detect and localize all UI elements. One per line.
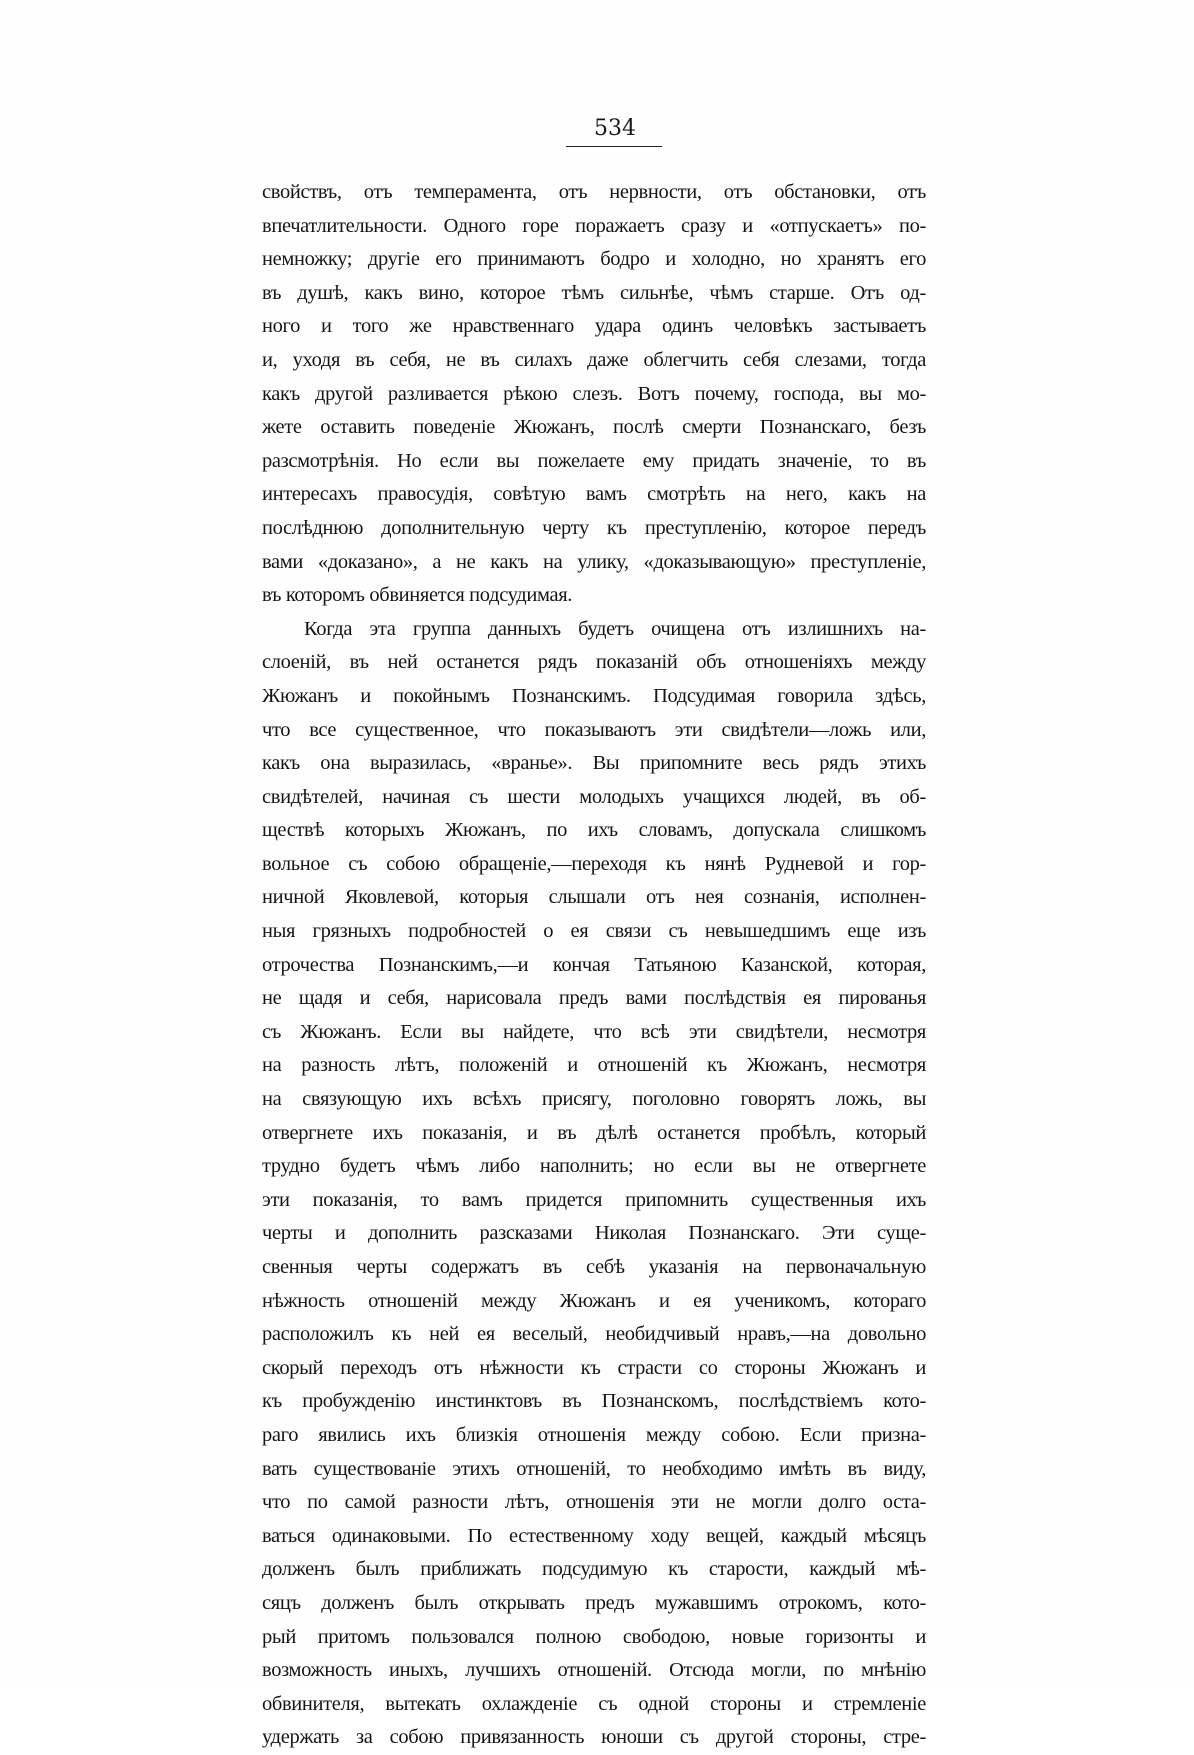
text-line: расположилъ къ ней ея веселый, необидчивый нравъ,—на довольно (262, 1323, 926, 1346)
text-line: обвинителя, вытекать охлажденіе съ одной стороны и стремленіе (262, 1692, 926, 1715)
text-line: ваться одинаковыми. По естественному ходу вещей, каждый мѣсяцъ (262, 1524, 926, 1547)
text-line: послѣднюю дополнительную черту къ преступленію, которое передъ (262, 516, 926, 539)
text-line: жете оставить поведеніе Жюжанъ, послѣ смерти Познанскаго, безъ (262, 416, 926, 439)
text-line: черты и дополнить разсказами Николая Познанскаго. Эти суще- (262, 1222, 926, 1245)
text-line: какъ она выразилась, «вранье». Вы припомните весь рядъ этихъ (262, 752, 926, 775)
text-line: скорый переходъ отъ нѣжности къ страсти со стороны Жюжанъ и (262, 1356, 926, 1379)
text-line: рый притомъ пользовался полною свободою, новые горизонты и (262, 1625, 926, 1648)
text-line: впечатлительности. Одного горе поражаетъ сразу и «отпускаетъ» по- (262, 214, 926, 237)
text-line: ного и того же нравственнаго удара одинъ человѣкъ застываетъ (262, 315, 926, 338)
text-line: Жюжанъ и покойнымъ Познанскимъ. Подсудимая говорила здѣсь, (262, 684, 926, 707)
body-text (262, 176, 926, 1755)
text-line: сяцъ долженъ былъ открывать предъ мужавшимъ отрокомъ, кото- (262, 1591, 926, 1614)
text-line: отрочества Познанскимъ,—и кончая Татьяною Казанской, которая, (262, 953, 926, 976)
text-line: какъ другой разливается рѣкою слезъ. Вотъ почему, господа, вы мо- (262, 382, 926, 405)
text-line: интересахъ правосудія, совѣтую вамъ смотрѣть на него, какъ на (262, 483, 926, 506)
text-line: ныя грязныхъ подробностей о ея связи съ невышедшимъ еще изъ (262, 920, 926, 943)
text-line: въ которомъ обвиняется подсудимая. (262, 584, 573, 607)
text-line: слоеній, въ ней останется рядъ показаній объ отношеніяхъ между (262, 651, 926, 674)
text-line: не щадя и себя, нарисовала предъ вами послѣдствія ея пированья (262, 987, 926, 1010)
text-line: возможность иныхъ, лучшихъ отношеній. Отсюда могли, по мнѣнію (262, 1659, 926, 1682)
text-line: вать существованіе этихъ отношеній, то необходимо имѣть въ виду, (262, 1457, 926, 1480)
text-line: Когда эта группа данныхъ будетъ очищена отъ излишнихъ на- (304, 617, 926, 640)
text-line: что все существенное, что показываютъ эти свидѣтели—ложь или, (262, 718, 926, 741)
text-line: и, уходя въ себя, не въ силахъ даже облегчить себя слезами, тогда (262, 348, 926, 371)
text-line: разсмотрѣнія. Но если вы пожелаете ему придать значеніе, то въ (262, 449, 926, 472)
text-line: раго явились ихъ близкія отношенія между собою. Если призна- (262, 1423, 926, 1446)
text-line: эти показанія, то вамъ придется припомнить существенныя ихъ (262, 1188, 926, 1211)
text-line: свенныя черты содержатъ въ себѣ указанія на первоначальную (262, 1256, 926, 1278)
text-line: отвергнете ихъ показанія, и въ дѣлѣ останется пробѣлъ, который (262, 1121, 926, 1144)
text-line: ществѣ которыхъ Жюжанъ, по ихъ словамъ, допускала слишкомъ (262, 819, 926, 842)
page-number: 534 (594, 116, 636, 141)
text-line: на связующую ихъ всѣхъ присягу, поголовно говорятъ ложь, вы (262, 1088, 926, 1111)
text-line: нѣжность отношеній между Жюжанъ и ея ученикомъ, котораго (262, 1289, 926, 1312)
text-line: на разность лѣтъ, положеній и отношеній къ Жюжанъ, несмотря (262, 1054, 926, 1077)
text-line: немножку; другіе его принимаютъ бодро и холодно, но хранятъ его (262, 248, 926, 271)
text-line: трудно будетъ чѣмъ либо наполнить; но если вы не отвергнете (262, 1155, 926, 1178)
text-line: долженъ былъ приближать подсудимую къ старости, каждый мѣ- (262, 1558, 926, 1581)
text-line: вами «доказано», а не какъ на улику, «доказывающую» преступленіе, (262, 550, 926, 573)
text-line: свидѣтелей, начиная съ шести молодыхъ учащихся людей, въ об- (262, 785, 926, 808)
text-line: въ душѣ, какъ вино, которое тѣмъ сильнѣе, чѣмъ старше. Отъ од- (262, 281, 926, 304)
text-line: вольное съ собою обращеніе,—переходя къ нянѣ Рудневой и гор- (262, 852, 926, 875)
text-line: къ пробужденію инстинктовъ въ Познанскомъ, послѣдствіемъ кото- (262, 1390, 926, 1413)
page-number-rule (566, 146, 662, 147)
text-line: ничной Яковлевой, которыя слышали отъ нея сознанія, исполнен- (262, 886, 926, 909)
text-line: свойствъ, отъ темперамента, отъ нервности, отъ обстановки, отъ (262, 181, 926, 203)
text-line: удержать за собою привязанность юноши съ другой стороны, стре- (262, 1726, 926, 1749)
text-line: съ Жюжанъ. Если вы найдете, что всѣ эти свидѣтели, несмотря (262, 1020, 926, 1043)
text-line: что по самой разности лѣтъ, отношенія эти не могли долго оста- (262, 1491, 926, 1514)
